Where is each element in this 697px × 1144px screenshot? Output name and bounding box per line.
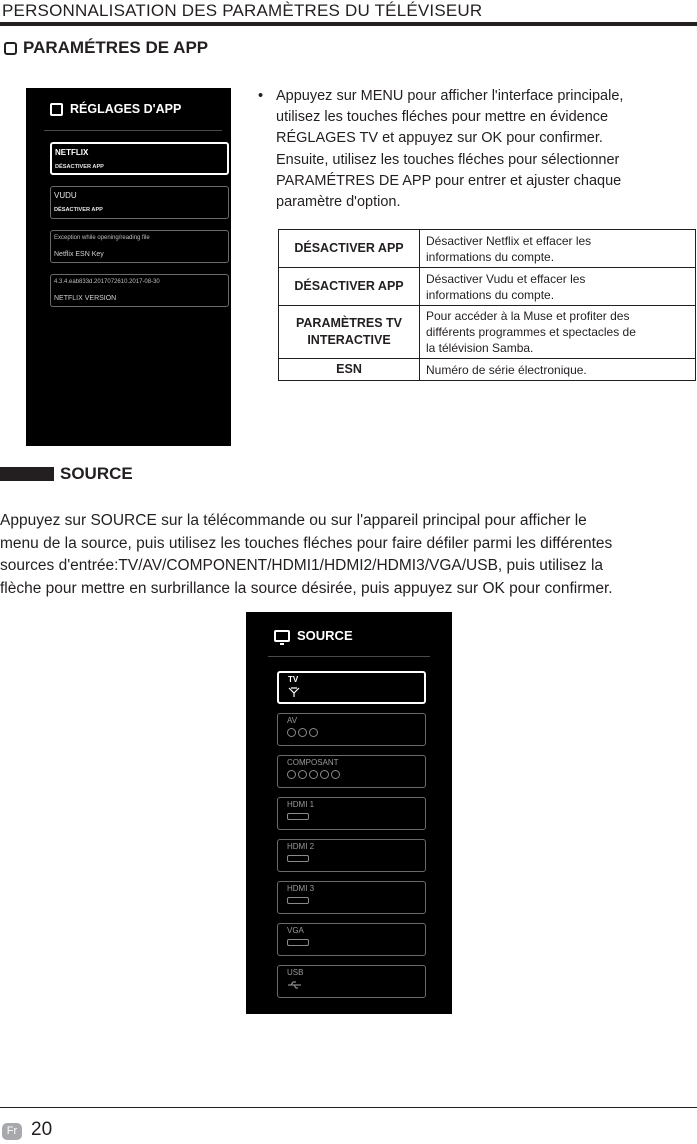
key-text: PARAMÈTRES TV [295, 316, 403, 330]
section-source-title [0, 464, 133, 484]
source-item-label: TV [288, 675, 299, 684]
table-row [279, 306, 696, 359]
source-item-usb[interactable] [277, 965, 426, 998]
app-options-table [278, 229, 696, 381]
app-item-sublabel: DÉSACTIVER APP [54, 207, 103, 213]
key-text: DÉSACTIVER APP [294, 279, 404, 293]
source-instructions [0, 510, 697, 600]
value-text: Désactiver Netflix et effacer les [426, 233, 592, 248]
app-item-sublabel: NETFLIX VERSION [54, 295, 117, 302]
app-settings-screen [26, 88, 231, 446]
value-text: Désactiver Vudu et effacer les [426, 271, 586, 286]
source-screen-title-text: SOURCE [297, 628, 353, 643]
app-item-label: NETFLIX [55, 148, 89, 157]
square-icon [50, 103, 63, 116]
component-icon [287, 770, 342, 782]
source-item-av[interactable] [277, 713, 426, 746]
app-item-esn[interactable] [50, 230, 229, 263]
table-value-cell [420, 268, 696, 306]
app-item-vudu[interactable] [50, 186, 229, 219]
app-item-label: 4.3.4.eab833d.2017072610.2017-08-30 [54, 279, 160, 285]
value-text: Pour accéder à la Muse et profiter des [426, 309, 630, 323]
table-key-cell [279, 359, 420, 381]
source-item-hdmi2[interactable] [277, 839, 426, 872]
value-text: informations du compte. [426, 249, 555, 264]
source-item-label: COMPOSANT [287, 758, 339, 767]
instruction-line: menu de la source, puis utilisez les touches fléches pour faire défiler parmi les différentes [0, 534, 613, 552]
usb-icon [287, 980, 303, 992]
app-item-label: VUDU [54, 191, 77, 200]
table-key-cell [279, 268, 420, 306]
section-app-title-text: PARAMÉTRES DE APP [23, 38, 209, 57]
footer-divider [0, 1107, 697, 1108]
source-item-tv[interactable] [277, 671, 426, 704]
source-item-label: VGA [287, 926, 304, 935]
app-item-sublabel: DÉSACTIVER APP [55, 164, 104, 170]
page-title: PERSONNALISATION DES PARAMÈTRES DU TÉLÉVISEUR [2, 1, 483, 20]
source-item-vga[interactable] [277, 923, 426, 956]
page-number: 20 [31, 1119, 53, 1140]
source-item-hdmi1[interactable] [277, 797, 426, 830]
table-key-cell [279, 306, 420, 359]
hdmi-icon [287, 896, 309, 907]
source-item-label: AV [287, 716, 298, 725]
source-item-label: HDMI 3 [287, 884, 315, 893]
table-value-cell [420, 359, 696, 381]
table-key-cell [279, 230, 420, 268]
key-text: ESN [336, 362, 362, 376]
source-item-label: USB [287, 968, 304, 977]
source-item-hdmi3[interactable] [277, 881, 426, 914]
instruction-line: paramètre d'option. [276, 194, 401, 211]
table-row [279, 230, 696, 268]
source-screen [246, 612, 452, 1014]
source-item-label: HDMI 2 [287, 842, 315, 851]
hdmi-icon [287, 854, 309, 865]
instruction-line: Appuyez sur SOURCE sur la télécommande ou sur l'appareil principal pour afficher le [0, 512, 587, 529]
source-screen-title [274, 628, 353, 643]
section-bar [0, 467, 54, 481]
instruction-line: flèche pour mettre en surbrillance la source désirée, puis appuyez sur OK pour confirmer. [0, 579, 613, 597]
value-text: la télévision Samba. [426, 341, 534, 355]
app-screen-title [50, 102, 181, 116]
app-item-sublabel: Netflix ESN Key [54, 251, 104, 258]
instruction-line: Appuyez sur MENU pour afficher l'interface principale, [276, 88, 624, 104]
instruction-line: PARAMÉTRES DE APP pour entrer et ajuster chaque [276, 172, 622, 189]
screen-divider [44, 130, 222, 131]
instruction-line: Ensuite, utilisez les touches fléches pour sélectionner [276, 151, 620, 168]
instruction-line: sources d'entrée:TV/AV/COMPONENT/HDMI1/HDMI2/HDMI3/VGA/USB, puis utilisez la [0, 557, 604, 574]
value-text: différents programmes et spectacles de [426, 325, 636, 339]
language-badge: Fr [2, 1123, 22, 1140]
page-header [0, 0, 697, 26]
app-item-version[interactable] [50, 274, 229, 307]
bullet: • [258, 88, 264, 104]
checkbox-square-icon [4, 42, 17, 55]
table-row [279, 268, 696, 306]
app-instructions-text [276, 86, 688, 213]
key-text: INTERACTIVE [307, 333, 391, 347]
rca-icon [287, 728, 320, 740]
source-item-label: HDMI 1 [287, 800, 315, 809]
app-screen-title-text: RÉGLAGES D'APP [70, 102, 182, 116]
instruction-line: utilisez les touches fléches pour mettre en évidence [276, 109, 609, 126]
table-value-cell [420, 230, 696, 268]
key-text: DÉSACTIVER APP [294, 241, 404, 255]
antenna-icon [288, 687, 300, 700]
section-app-title [4, 38, 208, 58]
tv-icon [274, 630, 290, 642]
app-item-netflix[interactable] [50, 142, 229, 175]
hdmi-icon [287, 812, 309, 823]
vga-icon [287, 938, 309, 949]
value-text: informations du compte. [426, 287, 555, 302]
table-value-cell [420, 306, 696, 359]
screen-divider [268, 656, 430, 657]
source-item-composant[interactable] [277, 755, 426, 788]
table-row [279, 359, 696, 381]
instruction-line: RÉGLAGES TV et appuyez sur OK pour confirmer. [276, 130, 603, 147]
value-text: Numéro de série électronique. [426, 362, 587, 377]
section-source-title-text: SOURCE [60, 464, 133, 483]
app-item-label: Exception while opening/reading file [54, 235, 150, 241]
